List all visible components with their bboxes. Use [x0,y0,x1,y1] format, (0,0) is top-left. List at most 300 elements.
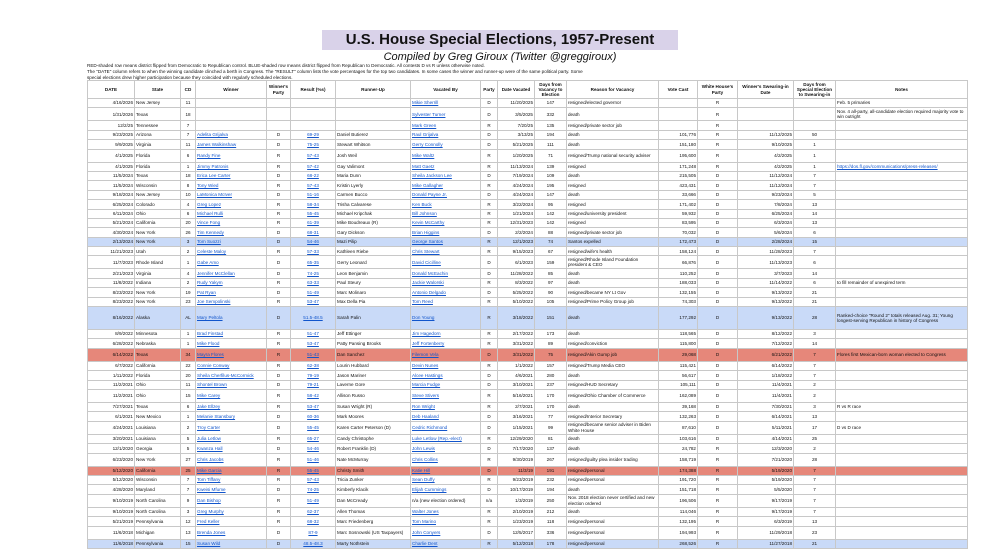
cell-link[interactable]: 54-46 [307,239,319,245]
cell-link[interactable]: 60-36 [307,413,319,419]
cell-winner-party: R [267,200,291,209]
cell-link[interactable]: Joe Sempolinski [197,299,231,305]
cell-party: R [481,475,498,484]
cell-cd: 1 [181,330,196,339]
cell-link[interactable]: Mark Green [412,122,437,128]
table-row [88,228,968,237]
cell-link[interactable]: 51-49 [307,289,319,295]
cell-link[interactable]: Jackie Walorski [412,280,444,286]
table-row [88,475,968,484]
cell-link[interactable]: Tim Kennedy [197,229,224,235]
cell-party: D [481,371,498,380]
cell-vote-cast: 66,876 [659,256,698,269]
cell-state: Michigan [135,526,181,539]
cell-winner-party: D [267,228,291,237]
cell-cd: 5 [181,444,196,453]
cell-date: 5/12/2020 [88,475,135,484]
cell-link[interactable]: Celeste Maloy [197,248,227,254]
cell-days-to-election: 212 [535,507,567,516]
cell-days-to-election: 81 [535,434,567,443]
cell-result [291,330,336,339]
cell-result [291,288,336,297]
cell-cd: 1 [181,256,196,269]
cell-link[interactable]: Mike Waltz [412,152,435,158]
cell-vacated-by [411,237,481,246]
cell-link[interactable]: Sean Duffy [412,477,435,483]
cell-link[interactable]: Chris Stewart [412,248,440,254]
cell-runner-up: Marc Molinaro [336,288,411,297]
cell-link[interactable]: Greg Lopez [197,201,222,207]
cell-cd: 20 [181,371,196,380]
table-row [88,371,968,380]
cell-link[interactable]: Gerry Connolly [412,141,443,147]
cell-notes: to fill remainder of unexpired term [836,278,968,287]
cell-link[interactable]: Rudy Yakym [197,280,223,286]
table-row [88,288,968,297]
cell-winner [196,434,267,443]
cell-link[interactable]: 51.5-48.5 [303,315,323,321]
cell-winner-party: D [267,269,291,278]
cell-date-vacated: 3/5/2025 [498,108,535,121]
cell-link[interactable]: Luke Letlow (Rep.-elect) [412,436,462,442]
cell-cd: 2 [181,247,196,256]
cell-link[interactable]: Tom Tiffany [197,477,221,483]
cell-swearing-in-date: 7/30/2021 [738,402,794,411]
cell-runner-up: Marc Friedenberg [336,517,411,526]
cell-link[interactable]: Tom Marino [412,518,436,524]
cell-state: New York [135,453,181,466]
cell-link[interactable]: 55-45 [307,425,319,431]
cell-white-house-party: D [698,190,738,199]
cell-link[interactable]: Matt Gaetz [412,164,435,169]
table-row [88,181,968,190]
cell-link[interactable]: Antonio Delgado [412,289,446,295]
cell-link[interactable]: Charlie Dent [412,540,438,546]
cell-link[interactable]: Brad Finstad [197,331,224,337]
cell-runner-up: Michael Kripchak [336,209,411,218]
table-row [88,140,968,149]
cell-link[interactable]: Kwanza Hall [197,445,223,451]
cell-link[interactable]: 58-34 [307,201,319,207]
cell-state: New York [135,237,181,246]
cell-date: 4/24/2021 [88,421,135,434]
cell-vote-cast: 105,111 [659,380,698,389]
cell-link[interactable]: 69-29 [307,132,319,138]
table-row [88,171,968,180]
cell-state: Pennsylvania [135,539,181,548]
cell-link[interactable]: Susan Wild [197,540,221,546]
cell-days-to-election: 105 [535,297,567,306]
cell-vacated-by [411,402,481,411]
cell-link[interactable]: David Cicilline [412,259,441,265]
cell-link[interactable]: 79-19 [307,372,319,378]
cell-reason: resigned/Prime Policy Group job [567,297,659,306]
cell-date-vacated: 9/23/2019 [498,475,535,484]
cell-vacated-by [411,181,481,190]
cell-white-house-party: R [698,108,738,121]
cell-result [291,402,336,411]
cell-date: 11/7/2023 [88,256,135,269]
cell-cd: 7 [181,121,196,130]
cell-white-house-party: D [698,297,738,306]
cell-link[interactable]: Devin Nunes [412,363,439,369]
cell-swearing-in-date: 7/12/2022 [738,339,794,348]
cell-link[interactable]: 87-9 [308,529,318,535]
cell-date: 6/23/2020 [88,453,135,466]
cell-link[interactable]: Mike Garcia [197,467,222,473]
cell-link[interactable]: 51-46 [307,456,319,462]
table-row [88,389,968,402]
cell-result [291,412,336,421]
cell-link[interactable]: 79-21 [307,382,319,388]
cell-days-to-election: 151 [535,307,567,330]
header-state: State [135,81,181,99]
cell-link[interactable]: Cedric Richmond [412,425,448,431]
cell-link[interactable]: 57-43 [307,182,319,188]
cell-link[interactable]: 58-42 [307,393,319,399]
cell-link[interactable]: 74-25 [307,270,319,276]
cell-vacated-by [411,371,481,380]
cell-reason: death [567,485,659,494]
cell-party: R [481,402,498,411]
cell-winner [196,402,267,411]
cell-winner-party: D [267,526,291,539]
cell-vacated-by [411,247,481,256]
cell-link[interactable]: Sylvester Turner [412,111,446,117]
cell-party: D [481,130,498,139]
cell-date: 5/21/2024 [88,218,135,227]
cell-notes [836,475,968,484]
cell-date: 11/6/2018 [88,539,135,548]
cell-link[interactable]: Mary Peltola [197,315,223,321]
table-row [88,526,968,539]
cell-winner-party [267,121,291,130]
cell-days-to-swearing-in: 13 [794,412,836,421]
cell-link[interactable]: Tony Wied [197,182,219,188]
cell-link[interactable]: 75-25 [307,141,319,147]
cell-winner [196,421,267,434]
cell-vacated-by [411,526,481,539]
cell-link[interactable]: John Conyers [412,529,441,535]
cell-swearing-in-date: 2/28/2024 [738,237,794,246]
cell-link[interactable]: 62-38 [307,363,319,369]
cell-party: R [481,209,498,218]
cell-result [291,389,336,402]
cell-party: R [481,339,498,348]
cell-state: Florida [135,371,181,380]
cell-swearing-in-date: 6/3/2019 [738,517,794,526]
cell-date: 6/14/2022 [88,348,135,361]
cell-link[interactable]: 68-22 [307,173,319,179]
header-vote-cast: Vote Cast [659,81,698,99]
cell-result [291,200,336,209]
cell-link[interactable]: Kweisi Mfume [197,486,226,492]
cell-vacated-by [411,121,481,130]
cell-link[interactable]: 55-45 [307,210,319,216]
table-row [88,149,968,162]
cell-link[interactable]: Erica Lee Carter [197,173,231,179]
cell-link[interactable]: Bill Johnson [412,210,437,216]
cell-swearing-in-date: 11/28/2023 [738,247,794,256]
cell-cd: 7 [181,485,196,494]
cell-link[interactable]: Brenda Jones [197,529,226,535]
cell-link[interactable]: Vince Fong [197,220,221,226]
cell-link[interactable]: Marcia Fudge [412,382,441,388]
cell-link[interactable]: Mayra Flores [197,352,224,358]
cell-vote-cast: 268,526 [659,539,698,548]
cell-vacated-by [411,190,481,199]
header-cd: CD [181,81,196,99]
cell-link[interactable]: Mike Flood [197,340,220,346]
cell-link[interactable]: Fred Keller [197,518,220,524]
cell-cd: 5 [181,434,196,443]
cell-days-to-swearing-in: 7 [794,171,836,180]
cell-link[interactable]: 53-47 [307,299,319,305]
cell-link[interactable]: 57-43 [307,477,319,483]
cell-winner [196,412,267,421]
cell-link[interactable]: Elijah Cummings [412,486,447,492]
cell-notes [836,507,968,516]
cell-runner-up: Carmen Bucco [336,190,411,199]
cell-vote-cast: 171,248 [659,162,698,171]
cell-link[interactable]: 48.5-48.3 [303,540,323,546]
cell-link[interactable]: 65-35 [307,259,319,265]
cell-result [291,269,336,278]
cell-state: Indiana [135,278,181,287]
table-row [88,190,968,199]
cell-vacated-by [411,307,481,330]
cell-link[interactable]: Steve Stivers [412,393,440,399]
cell-link[interactable]: Gabe Amo [197,259,219,265]
cell-notes [836,228,968,237]
cell-cd: 3 [181,507,196,516]
cell-swearing-in-date: 5/5/2020 [738,485,794,494]
cell-vote-cast: 83,595 [659,218,698,227]
cell-link[interactable]: 74-25 [307,486,319,492]
cell-link[interactable]: Greg Murphy [197,509,224,515]
cell-link[interactable]: Jennifer McClellan [197,270,235,276]
cell-link[interactable]: Donald Payne Jr. [412,192,447,198]
cell-notes [836,190,968,199]
cell-days-to-election: 111 [535,140,567,149]
cell-link[interactable]: 57-33 [307,248,319,254]
cell-date-vacated: 5/21/2025 [498,140,535,149]
cell-date: 8/16/2022 [88,307,135,330]
cell-cd: 11 [181,380,196,389]
cell-link[interactable]: Alcee Hastings [412,372,443,378]
cell-cd: 4 [181,200,196,209]
cell-white-house-party: R [698,526,738,539]
cell-link[interactable]: 53-47 [307,340,319,346]
table-row [88,348,968,361]
cell-days-to-election: 178 [535,539,567,548]
cell-link[interactable]: 51-16 [307,192,319,198]
cell-link[interactable]: 57-42 [307,164,319,169]
cell-days-to-election: 195 [535,181,567,190]
cell-link[interactable]: Kevin McCarthy [412,220,445,226]
cell-state: New York [135,297,181,306]
cell-party: R [481,330,498,339]
cell-link[interactable]: https://dos.fl.gov/communications/press-releases/ [837,164,938,169]
cell-link[interactable]: 51-43 [307,352,319,358]
cell-days-to-election: 332 [535,108,567,121]
cell-days-to-swearing-in: 7 [794,371,836,380]
cell-link[interactable]: Sheila Jackson Lee [412,173,452,179]
cell-link[interactable]: 63-33 [307,280,319,286]
cell-swearing-in-date: 9/17/2019 [738,494,794,507]
cell-party: R [481,517,498,526]
cell-link[interactable]: 68-31 [307,229,319,235]
cell-runner-up: Laverne Gore [336,380,411,389]
cell-link[interactable]: Pat Ryan [197,289,216,295]
cell-party: D [481,466,498,475]
cell-winner-party: R [267,348,291,361]
cell-link[interactable]: Tom Suozzi [197,239,221,245]
cell-white-house-party: R [698,485,738,494]
cell-link[interactable]: Adelita Grijalva [197,132,228,138]
cell-swearing-in-date: 11/13/2023 [738,256,794,269]
cell-swearing-in-date: 9/13/2022 [738,297,794,306]
cell-reason: death [567,278,659,287]
cell-winner-party: R [267,453,291,466]
cell-days-to-election: 170 [535,402,567,411]
cell-winner-party: D [267,444,291,453]
cell-link[interactable]: Ken Buck [412,201,432,207]
cell-link[interactable]: Troy Carter [197,425,221,431]
cell-party: D [481,348,498,361]
cell-link[interactable]: Chris Jacobs [197,456,224,462]
cell-link[interactable]: Mike Carey [197,393,221,399]
cell-days-to-election: 147 [535,190,567,199]
cell-winner [196,149,267,162]
cell-swearing-in-date: 9/17/2019 [738,507,794,516]
cell-date: 11/2/2021 [88,380,135,389]
cell-date-vacated: 12/31/2023 [498,218,535,227]
cell-link[interactable]: Dan Bishop [197,497,221,503]
cell-reason: resigned/personal [567,526,659,539]
cell-link[interactable]: Julia Letlow [197,436,222,442]
cell-runner-up: Stewart Whitson [336,140,411,149]
cell-runner-up: Gerry Leonard [336,256,411,269]
cell-state: New Mexico [135,412,181,421]
cell-days-to-swearing-in: 7 [794,485,836,494]
cell-white-house-party: R [698,539,738,548]
cell-vote-cast: 151,180 [659,140,698,149]
cell-winner [196,121,267,130]
cell-link[interactable]: Brian Higgins [412,229,440,235]
cell-link[interactable]: 57-43 [307,152,319,158]
cell-vote-cast: 196,506 [659,494,698,507]
cell-link[interactable]: Jimmy Patronis [197,164,229,169]
cell-winner-party: D [267,237,291,246]
cell-link[interactable]: 65-27 [307,436,319,442]
cell-days-to-election: 118 [535,517,567,526]
cell-white-house-party: D [698,247,738,256]
cell-notes [836,539,968,548]
cell-link[interactable]: 55-45 [307,467,319,473]
cell-cd: 12 [181,517,196,526]
cell-link[interactable]: Jake Ellzey [197,404,221,410]
cell-reason: Nov. 2018 election never certified and new election ordered [567,494,659,507]
cell-link[interactable]: 62-37 [307,509,319,515]
cell-runner-up [336,99,411,108]
cell-link[interactable]: Don Young [412,315,435,321]
cell-link[interactable]: 68-32 [307,518,319,524]
cell-link[interactable]: Walter Jones [412,509,439,515]
cell-link[interactable]: 51-47 [307,331,319,337]
cell-notes [836,149,968,162]
cell-notes [836,140,968,149]
cell-vote-cast: 114,046 [659,507,698,516]
special-elections-table [87,80,968,549]
cell-date: 4/16/2026 [88,99,135,108]
table-row [88,402,968,411]
cell-link[interactable]: Melanie Stansbury [197,413,236,419]
table-row [88,247,968,256]
cell-link[interactable]: Mikie Sherrill [412,100,439,106]
cell-link[interactable]: 54-46 [307,445,319,451]
table-row [88,412,968,421]
cell-link[interactable]: Sheila Cherfilus-McCormick [197,372,254,378]
cell-link[interactable]: Donald McEachin [412,270,449,276]
cell-link[interactable]: Jeff Fortenberry [412,340,445,346]
cell-date: 11/21/2023 [88,247,135,256]
cell-link[interactable]: Deb Haaland [412,413,439,419]
table-row [88,218,968,227]
cell-link[interactable]: Chris Collins [412,456,438,462]
cell-vacated-by [411,256,481,269]
cell-link[interactable]: George Santos [412,239,443,245]
cell-link[interactable]: Shontel Brown [197,382,227,388]
cell-runner-up: Kathleen Riebe [336,247,411,256]
cell-winner [196,278,267,287]
cell-link[interactable]: James Walkinshaw [197,141,237,147]
cell-winner [196,348,267,361]
cell-link[interactable]: Raul Grijalva [412,132,439,138]
cell-link[interactable]: LaMonica McIver [197,192,232,198]
cell-date-vacated: 12/29/2020 [498,434,535,443]
page-title: U.S. House Special Elections, 1957-Present [322,30,678,50]
cell-notes [836,200,968,209]
cell-winner [196,507,267,516]
cell-link[interactable]: Mike Gallagher [412,182,443,188]
table-row [88,421,968,434]
cell-link[interactable]: Michael Rulli [197,210,224,216]
cell-notes [836,269,968,278]
cell-link[interactable]: Jim Hagedorn [412,331,441,337]
cell-date-vacated: 1/20/2025 [498,149,535,162]
cell-link[interactable]: 51-49 [307,497,319,503]
cell-link[interactable]: Katie Hill [412,467,431,473]
cell-days-to-election: 85 [535,269,567,278]
cell-link[interactable]: Ron Wright [412,404,435,410]
cell-swearing-in-date: 1/18/2022 [738,371,794,380]
cell-link[interactable]: Connie Conway [197,363,230,369]
cell-vote-cast: 70,032 [659,228,698,237]
cell-date: 9/10/2019 [88,507,135,516]
cell-link[interactable]: 53-47 [307,404,319,410]
cell-party: D [481,444,498,453]
cell-date: 11/5/2024 [88,171,135,180]
cell-link[interactable]: Filemon Vela [412,352,439,358]
table-row [88,200,968,209]
cell-days-to-election: 142 [535,218,567,227]
cell-link[interactable]: Tom Reed [412,299,433,305]
cell-link[interactable]: 61-39 [307,220,319,226]
cell-link[interactable]: Randy Fine [197,152,221,158]
cell-winner-party: R [267,339,291,348]
cell-link[interactable]: John Lewis [412,445,435,451]
